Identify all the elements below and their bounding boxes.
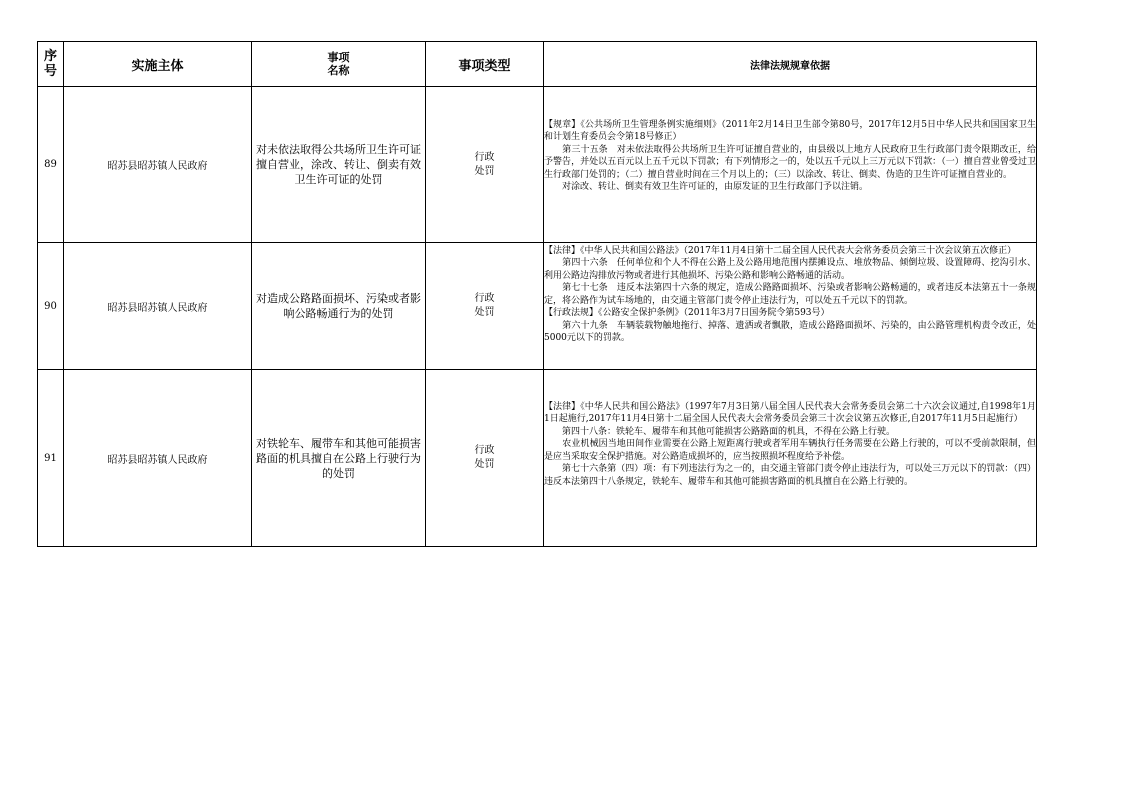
law-paragraph: 【法律】《中华人民共和国公路法》（2017年11月4日第十二届全国人民代表大会常务委员会第三十次会议第五次修正） bbox=[544, 245, 1017, 256]
row-item-type-line2: 处罚 bbox=[474, 307, 495, 318]
row-item-type bbox=[426, 370, 544, 547]
row-item-type-line1: 行政 bbox=[474, 445, 495, 456]
row-legal-basis bbox=[544, 87, 1037, 243]
row-item-name: 对铁轮车、履带车和其他可能损害路面的机具擅自在公路上行驶行为的处罚 bbox=[252, 370, 426, 547]
legal-items-table bbox=[37, 41, 1037, 547]
row-item-type-line2: 处罚 bbox=[474, 165, 495, 177]
row-item-type bbox=[426, 87, 544, 243]
table-row bbox=[38, 370, 1037, 547]
row-number: 89 bbox=[38, 87, 64, 243]
row-item-type-line2: 处罚 bbox=[474, 459, 495, 470]
row-item-name: 对未依法取得公共场所卫生许可证擅自营业，涂改、转让、倒卖有效卫生许可证的处罚 bbox=[252, 87, 426, 243]
law-paragraph: 对涂改、转让、倒卖有效卫生许可证的，由原发证的卫生行政部门予以注销。 bbox=[544, 182, 869, 192]
law-paragraph: 【规章】《公共场所卫生管理条例实施细则》（2011年2月14日卫生部令第80号，2017年12月5日中华人民共和国国家卫生和计划生育委员会令第18号修正） bbox=[544, 119, 1036, 142]
header-item-name-line2: 名称 bbox=[327, 64, 350, 77]
law-paragraph: 【法律】《中华人民共和国公路法》（1997年7月3日第八届全国人民代表大会常务委员会第二十六次会议通过,自1998年1月1日起施行,2017年11月4日第十二届全国人民代表大会常务委员会第三十次会议第五次修正,自2017年11月5日起施行） bbox=[544, 401, 1036, 424]
law-paragraph: 第四十八条：铁轮车、履带车和其他可能损害公路路面的机具，不得在公路上行驶。 bbox=[544, 426, 896, 437]
row-item-name: 对造成公路路面损坏、污染或者影响公路畅通行为的处罚 bbox=[252, 243, 426, 370]
header-subject: 实施主体 bbox=[64, 42, 252, 87]
table-row bbox=[38, 87, 1037, 243]
header-item-name-line1: 事项 bbox=[327, 51, 350, 64]
row-number: 90 bbox=[38, 243, 64, 370]
law-paragraph: 农业机械因当地田间作业需要在公路上短距离行驶或者军用车辆执行任务需要在公路上行驶的，可以不受前款限制，但是应当采取安全保护措施。对公路造成损坏的，应当按照损坏程度给予补偿。 bbox=[544, 439, 1036, 462]
law-paragraph: 【行政法规】《公路安全保护条例》（2011年3月7日国务院令第593号） bbox=[544, 308, 830, 318]
law-paragraph: 第三十五条 对未依法取得公共场所卫生许可证擅自营业的，由县级以上地方人民政府卫生行政部门责令限期改正，给予警告，并处以五百元以上五千元以下罚款；有下列情形之一的，处以五千元以上三万元以下罚款：（一）擅自营业曾受过卫生行政部门处罚的；（二）擅自营业时间在三个月以上的；（三）以涂改、转让、倒卖、伪造的卫生许可证擅自营业的。 bbox=[544, 144, 1036, 180]
law-paragraph: 第六十九条 车辆装载物触地拖行、掉落、遗洒或者飘散，造成公路路面损坏、污染的，由公路管理机构责令改正，处5000元以下的罚款。 bbox=[544, 320, 1036, 343]
row-item-type bbox=[426, 243, 544, 370]
header-seq-label: 序号 bbox=[43, 49, 57, 79]
header-item-type: 事项类型 bbox=[426, 42, 544, 87]
law-paragraph: 第七十六条第（四）项：有下列违法行为之一的，由交通主管部门责令停止违法行为，可以处三万元以下的罚款：（四）违反本法第四十八条规定，铁轮车、履带车和其他可能损害路面的机具擅自在公路上行驶的。 bbox=[544, 464, 1036, 487]
row-subject: 昭苏县昭苏镇人民政府 bbox=[64, 243, 252, 370]
header-seq bbox=[38, 42, 64, 87]
row-legal-basis bbox=[544, 243, 1037, 370]
header-item-name bbox=[252, 42, 426, 87]
law-paragraph: 第四十六条 任何单位和个人不得在公路上及公路用地范围内摆摊设点、堆放物品、倾倒垃圾、设置障碍、挖沟引水、利用公路边沟排放污物或者进行其他损坏、污染公路和影响公路畅通的活动。 bbox=[544, 258, 1036, 281]
law-paragraph: 第七十七条 违反本法第四十六条的规定，造成公路路面损坏、污染或者影响公路畅通的，或者违反本法第五十一条规定，将公路作为试车场地的，由交通主管部门责令停止违法行为，可以处五千元以下的罚款。 bbox=[544, 283, 1036, 306]
row-subject: 昭苏县昭苏镇人民政府 bbox=[64, 87, 252, 243]
row-number: 91 bbox=[38, 370, 64, 547]
header-legal-basis: 法律法规规章依据 bbox=[544, 42, 1037, 87]
row-item-type-line1: 行政 bbox=[474, 151, 495, 163]
table-row bbox=[38, 243, 1037, 370]
row-item-type-line1: 行政 bbox=[474, 293, 495, 304]
header-row bbox=[38, 42, 1037, 87]
row-subject: 昭苏县昭苏镇人民政府 bbox=[64, 370, 252, 547]
row-legal-basis bbox=[544, 370, 1037, 547]
